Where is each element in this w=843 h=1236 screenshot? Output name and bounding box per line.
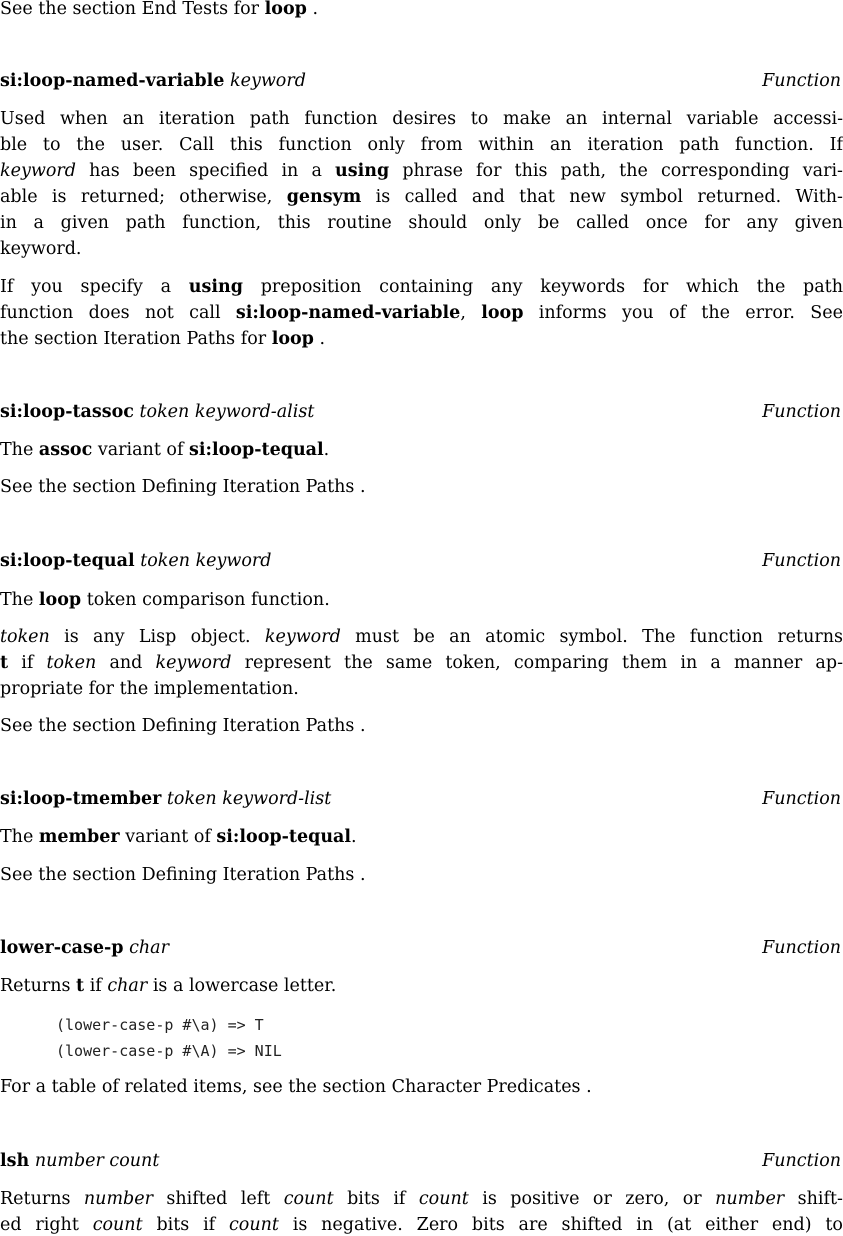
see-also-line: the section Iteration Paths for loop . [0,329,326,349]
entry-heading-tequal: si:loop-tequal token keyword Function [0,551,841,571]
paragraph-line: ble to the user. Call this function only from within an iteration path function. If [0,135,843,155]
paragraph-line: Used when an iteration path function desires to make an internal variable accessi- [0,109,843,129]
entry-heading-named-variable: si:loop-named-variable keyword Function [0,71,841,91]
paragraph-line: t if token and keyword represent the same token, comparing them in a manner ap- [0,653,843,673]
see-also-line: See the section Defining Iteration Paths . [0,716,366,736]
paragraph-line: Returns t if char is a lowercase letter. [0,976,337,996]
paragraph-line: function does not call si:loop-named-variable, loop informs you of the error. See [0,303,843,323]
paragraph-line: keyword. [0,239,82,259]
see-also-line: See the section Defining Iteration Paths . [0,865,366,885]
entry-heading-lsh: lsh number count Function [0,1151,841,1171]
entry-heading-tmember: si:loop-tmember token keyword-list Function [0,789,841,809]
paragraph-line: keyword has been specified in a using phrase for this path, the corresponding vari- [0,161,843,181]
paragraph-line: in a given path function, this routine should only be called once for any given [0,213,843,233]
paragraph-line: ed right count bits if count is negative. Zero bits are shifted in (at either end) to [0,1215,843,1235]
paragraph-line: If you specify a using preposition containing any keywords for which the path [0,277,843,297]
entry-heading-lower-case-p: lower-case-p char Function [0,938,841,958]
paragraph-line: The member variant of si:loop-tequal. [0,827,357,847]
paragraph-line: The loop token comparison function. [0,590,330,610]
intro-line: See the section End Tests for loop . [0,0,319,19]
see-also-line: For a table of related items, see the section Character Predicates . [0,1077,592,1097]
code-example-line: (lower-case-p #\A) => NIL [56,1042,282,1060]
paragraph-line: propriate for the implementation. [0,679,299,699]
paragraph-line: able is returned; otherwise, gensym is called and that new symbol returned. With- [0,187,843,207]
code-example-line: (lower-case-p #\a) => T [56,1016,264,1034]
paragraph-line: token is any Lisp object. keyword must be an atomic symbol. The function returns [0,627,843,647]
paragraph-line: The assoc variant of si:loop-tequal. [0,440,330,460]
entry-heading-tassoc: si:loop-tassoc token keyword-alist Function [0,402,841,422]
paragraph-line: Returns number shifted left count bits if count is positive or zero, or number shift- [0,1189,843,1209]
see-also-line: See the section Defining Iteration Paths . [0,477,366,497]
